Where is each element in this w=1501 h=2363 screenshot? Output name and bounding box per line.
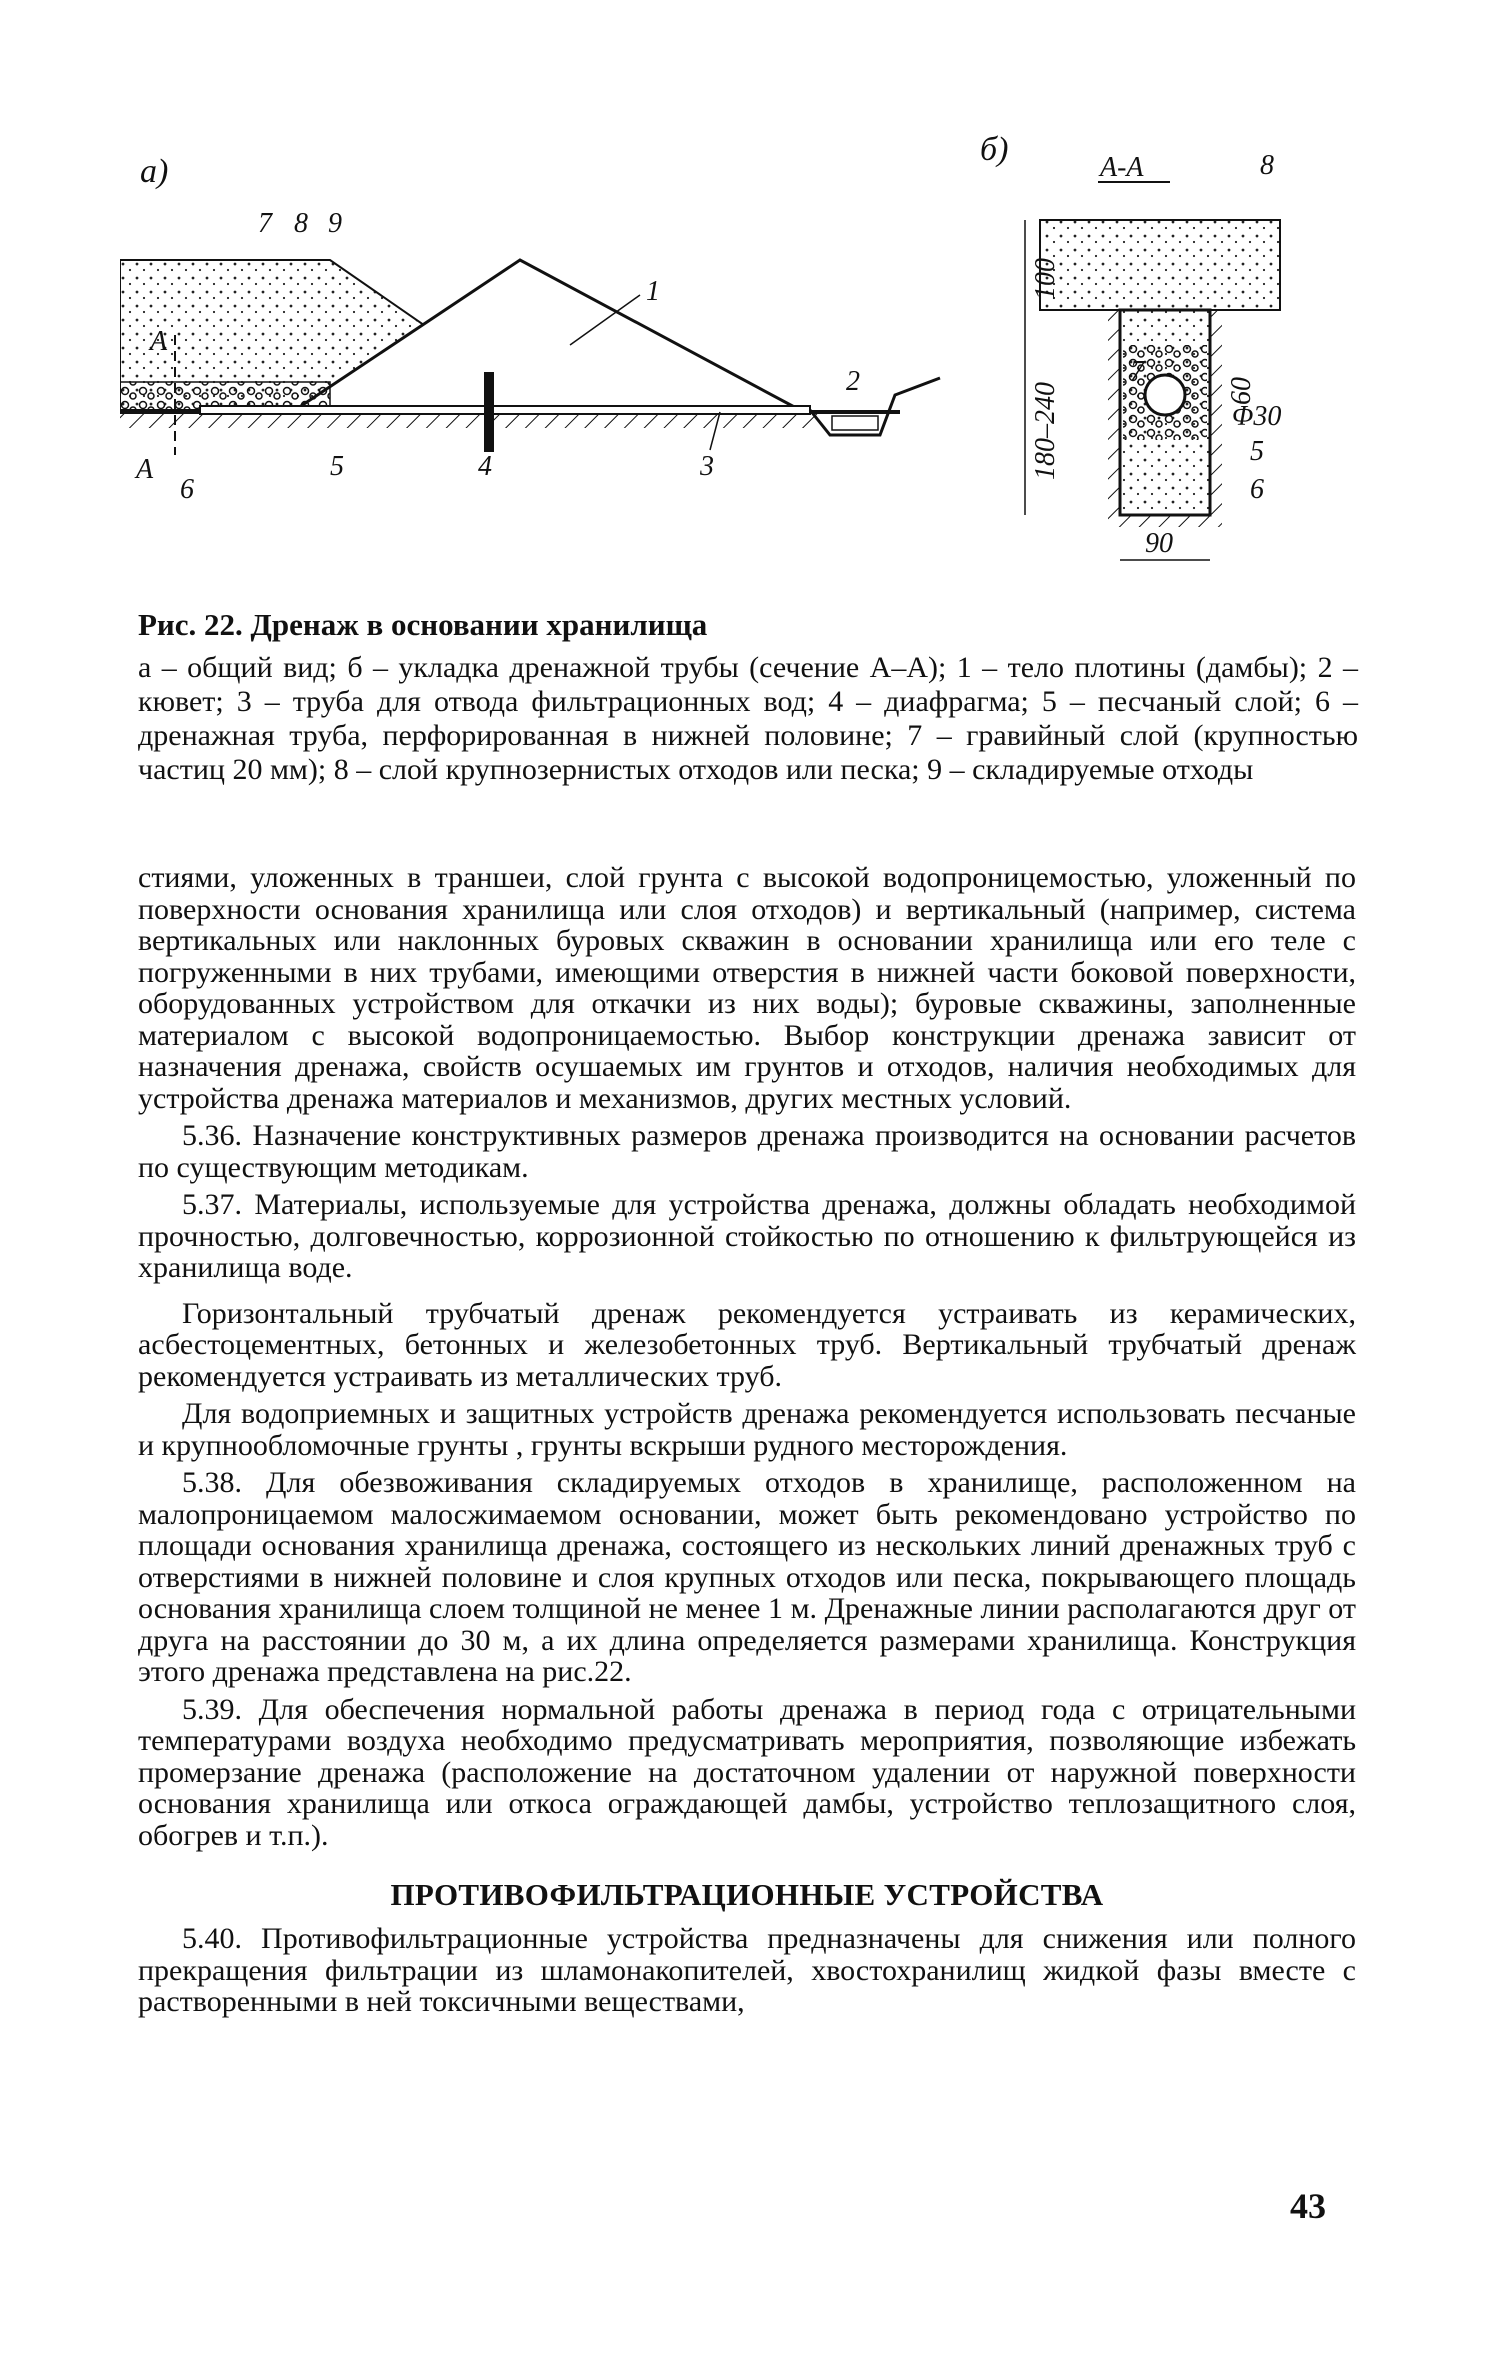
paragraph-5-38: 5.38. Для обезвоживания складируемых отходов в хранилище, расположенном на малопроницаемом малосжимаемом основании, может быть рекомендовано устройство по площади основания хранилища дренажа, состоящего из нескольких линий дренажных труб с отверстиями в нижней половине и слоя крупных отходов или песка, покрывающего площадь основания хранилища слоем толщиной не менее 1 м. Дренажные линии располагаются друг от друга на расстоянии до 30 м, а их длина определяется размерами хранилища. Конструкция этого дренажа представлена на рис.22. <box>138 1466 1356 1688</box>
caption-title: Рис. 22. Дренаж в основании хранилища <box>138 607 708 642</box>
callout-8: 8 <box>294 208 308 239</box>
drain-pipe <box>200 406 810 414</box>
ground-hatch-a <box>120 414 820 428</box>
paragraph-1: стиями, уложенных в траншеи, слой грунта с высокой водопроницемостью, уложенный по поверхности основания хранилища или слоя отходов) и вертикальный (например, система вертикальных или наклонных буровых скважин в основании хранилища или его теле с погруженными в них трубами, имеющими отверстия в нижней части боковой поверхности, оборудованных устройством для откачки из них воды); буровые скважины, заполненные материалом с высокой водопроницаемостью. Выбор конструкции дренажа зависит от назначения дренажа, свойств осушаемых им грунтов и отходов, наличия необходимых для устройства дренажа материалов и механизмов, других местных условий. <box>138 861 1356 1115</box>
paragraph-soils: Для водоприемных и защитных устройств дренажа рекомендуется использовать песчаные и крупнообломочные грунты , грунты вскрыши рудного месторождения. <box>138 1397 1356 1462</box>
panel-a-label: а) <box>140 153 169 190</box>
callout-9: 9 <box>328 208 342 239</box>
dim-height: 180–240 <box>1030 382 1061 480</box>
trench-hatch-left <box>1108 310 1120 515</box>
figure-drawing <box>120 120 1360 600</box>
page-number: 43 <box>1290 2186 1326 2226</box>
callout-8-b: 8 <box>1260 150 1274 181</box>
section-mark-bottom: А <box>136 454 154 485</box>
caption-legend: а – общий вид; б – укладка дренажной трубы (сечение А–А); 1 – тело плотины (дамбы); 2 – кювет; 3 – труба для отвода фильтрационных вод; 4 – диафрагма; 5 – песчаный слой; 6 – дренажная труба, перфорированная в нижней половине; 7 – гравийный слой (крупностью частиц 20 мм); 8 – слой крупнозернистых отходов или песка; 9 – складируемые отходы <box>138 651 1358 786</box>
top-layer <box>1040 220 1280 310</box>
callout-7: 7 <box>258 208 272 239</box>
callout-7-b: 7 <box>1130 356 1144 387</box>
callout-5-b: 5 <box>1250 436 1264 467</box>
paragraph-5-40: 5.40. Противофильтрационные устройства предназначены для снижения или полного прекращения фильтрации из шламонакопителей, хвостохранилищ жидкой фазы вместе с растворенными в ней токсичными веществами, <box>138 1922 1356 2018</box>
paragraph-5-39: 5.39. Для обеспечения нормальной работы дренажа в период года с отрицательными температурами воздуха необходимо предусматривать мероприятия, позволяющие избежать промерзание дренажа (расположение на достаточном удалении от наружной поверхности основания хранилища или откоса ограждающей дамбы, устройство теплозащитного слоя, обогрев и т.п.). <box>138 1692 1356 1852</box>
body-text <box>138 862 1356 2018</box>
section-heading: ПРОТИВОФИЛЬТРАЦИОННЫЕ УСТРОЙСТВА <box>390 1877 1104 1912</box>
diaphragm <box>484 372 494 452</box>
trench-hatch-right <box>1210 310 1222 515</box>
callout-5: 5 <box>330 451 344 482</box>
callout-3: 3 <box>700 451 714 482</box>
paragraph-5-36: 5.36. Назначение конструктивных размеров дренажа производится на основании расчетов по существующим методикам. <box>138 1119 1356 1184</box>
dim-offset: 60 <box>1226 377 1257 405</box>
dim-diameter: Φ30 <box>1232 401 1282 432</box>
paragraph-pipes: Горизонтальный трубчатый дренаж рекомендуется устраивать из керамических, асбестоцементных, бетонных и железобетонных труб. Вертикальный трубчатый дренаж рекомендуется устраивать из металлических труб. <box>138 1296 1356 1393</box>
paragraph-5-37: 5.37. Материалы, используемые для устройства дренажа, должны обладать необходимой прочностью, долговечностью, коррозионной стойкостью по отношению к фильтрующейся из хранилища воде. <box>138 1188 1356 1284</box>
dim-top: 100 <box>1030 258 1061 300</box>
callout-1: 1 <box>646 276 660 307</box>
trench-hatch-bottom <box>1108 515 1222 527</box>
callout-6-a: 6 <box>180 474 194 505</box>
section-mark-top: А <box>150 326 168 357</box>
callout-4: 4 <box>478 451 492 482</box>
figure-caption <box>138 605 1358 787</box>
panel-b-label: б) <box>980 131 1009 168</box>
section-label: А-А <box>1100 152 1144 183</box>
dim-width: 90 <box>1145 528 1173 559</box>
callout-2: 2 <box>846 366 860 397</box>
figure-22 <box>120 120 1360 600</box>
callout-6-b: 6 <box>1250 474 1264 505</box>
drain-pipe-section <box>1145 375 1185 415</box>
